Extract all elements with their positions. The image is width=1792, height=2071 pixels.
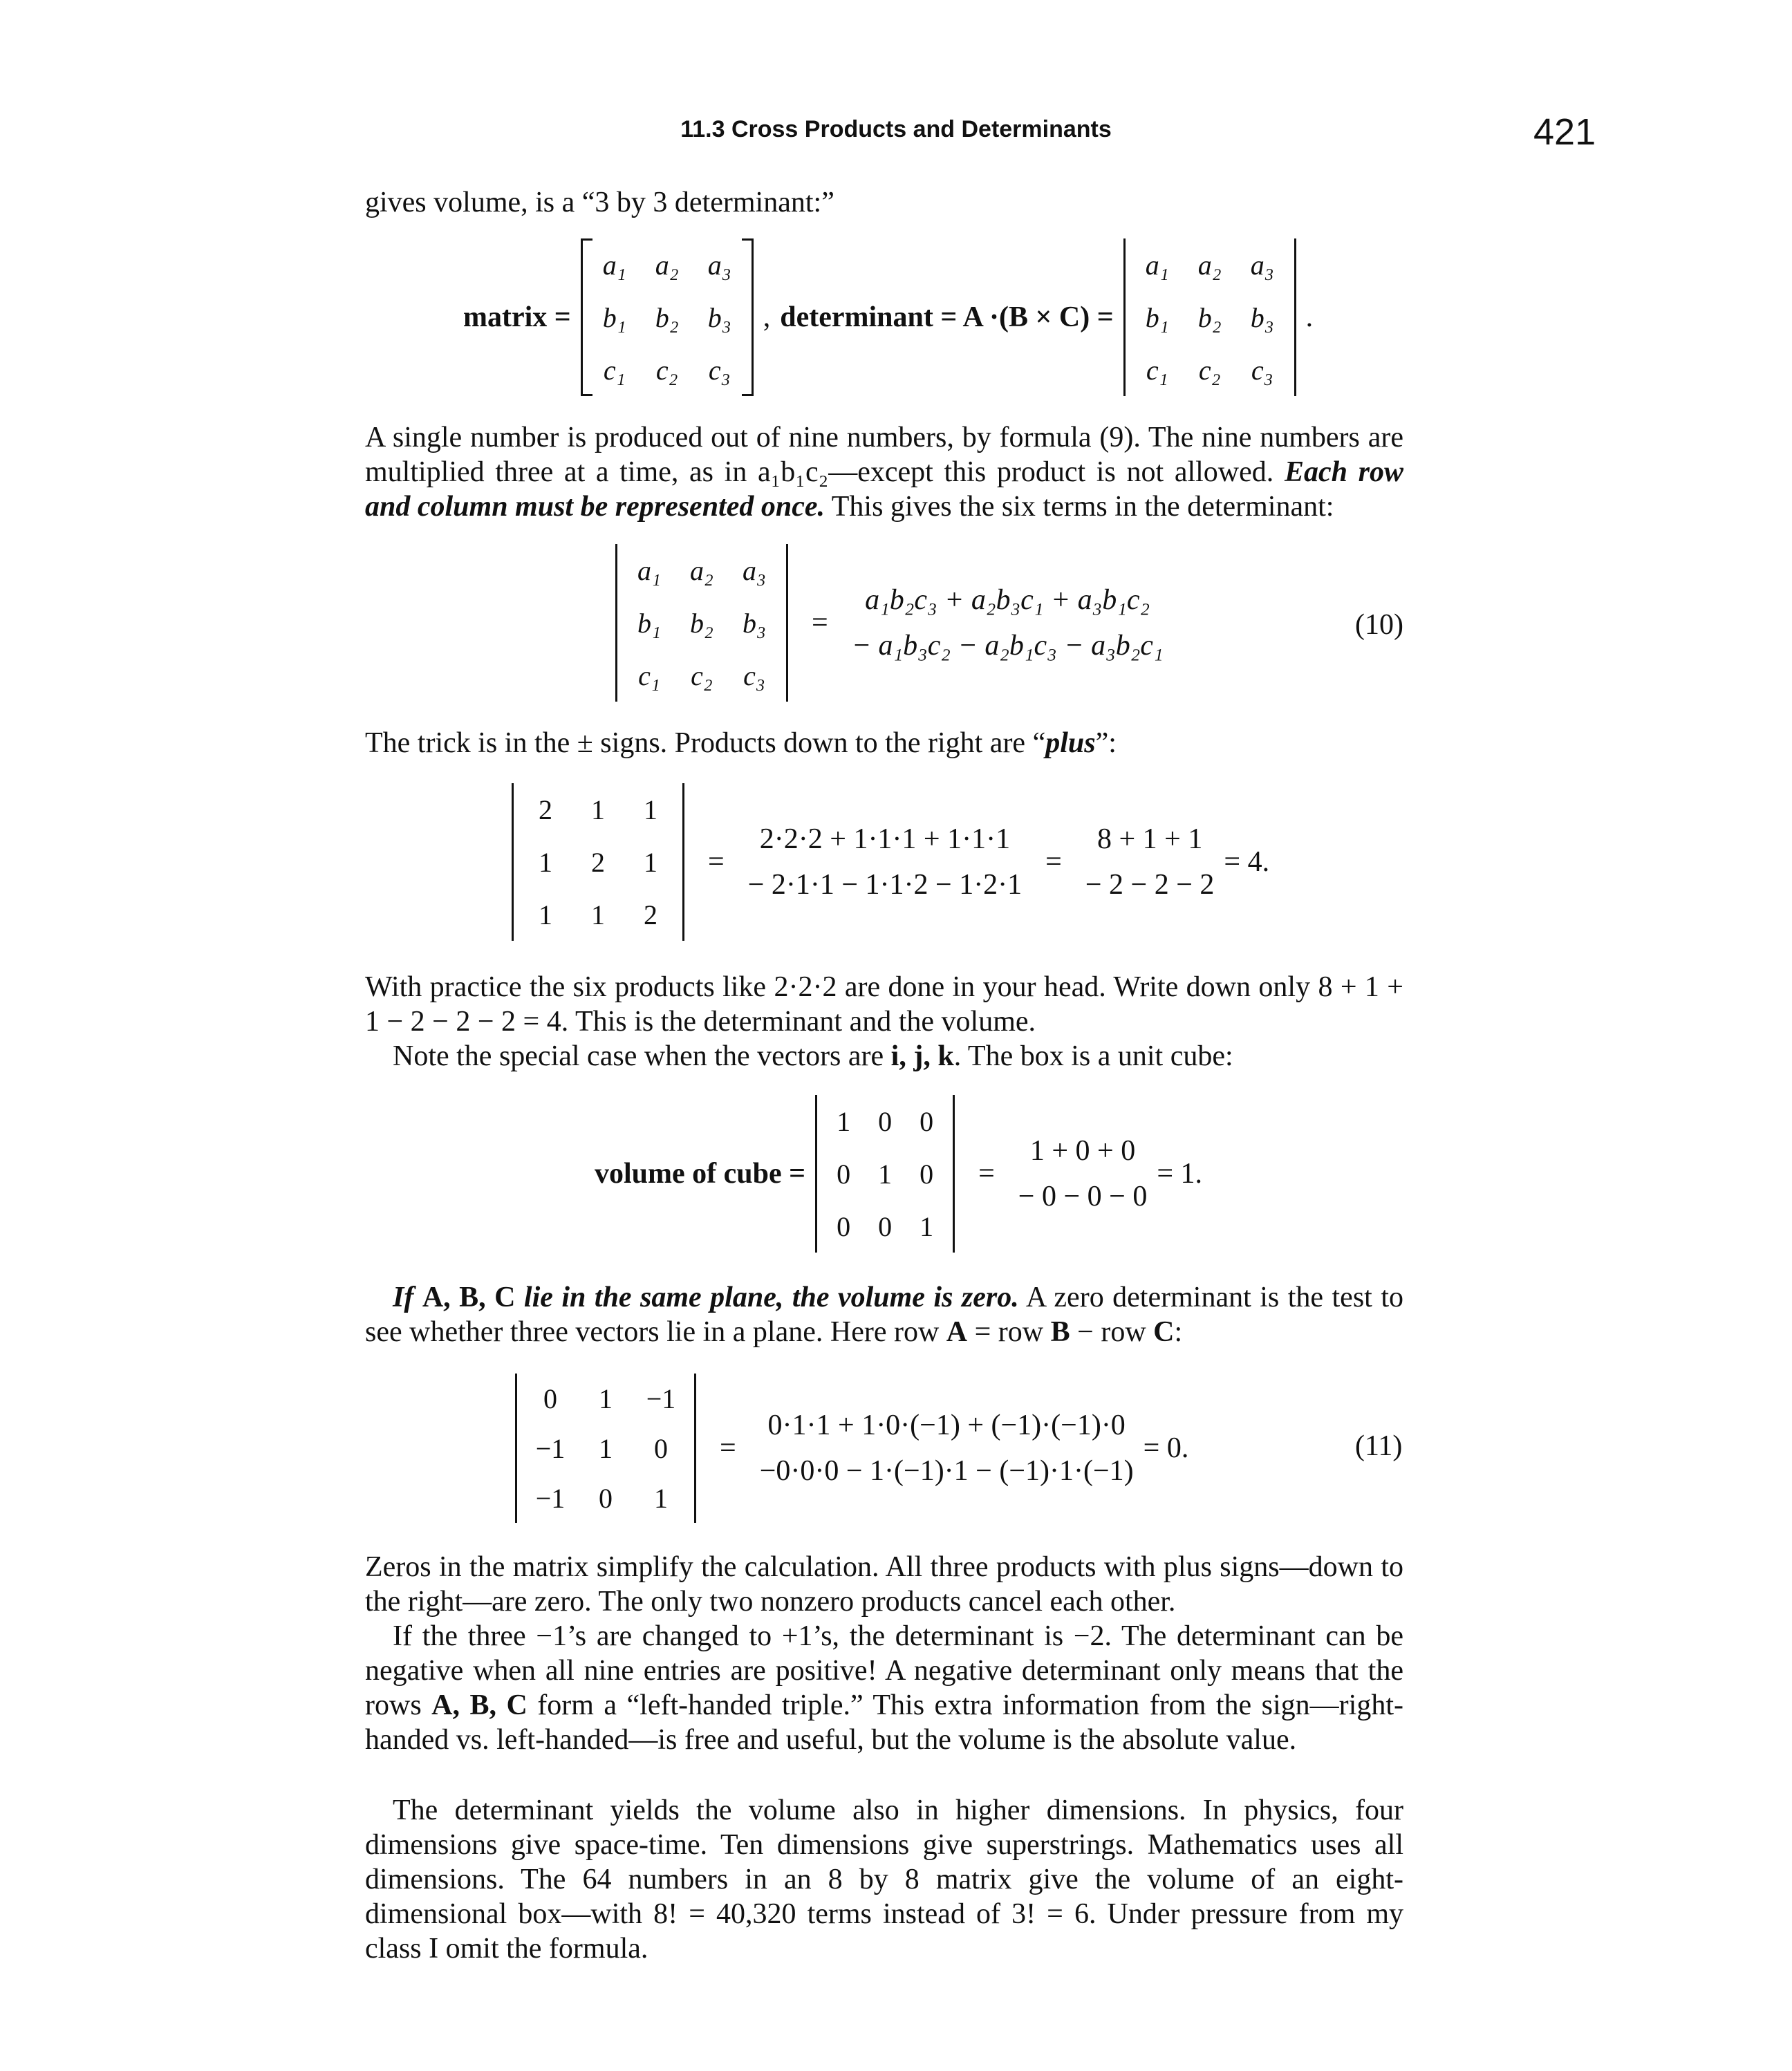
text: A, B, C (422, 1282, 516, 1313)
text: b₃ (743, 607, 766, 639)
text: a₂ (690, 554, 713, 586)
group (1085, 823, 1215, 901)
group (760, 1409, 1134, 1488)
text: plus (1045, 727, 1096, 759)
text: Note the special case when the vectors are (393, 1040, 891, 1072)
intro-text: gives volume, is a “3 by 3 determinant:” (365, 187, 834, 218)
entry: a₃ (707, 249, 731, 281)
text: 0 (654, 1432, 668, 1464)
text: 2 (539, 794, 552, 825)
text: = row (967, 1316, 1051, 1348)
matrix-abc (581, 238, 754, 396)
entry: b₃ (707, 301, 731, 333)
text: 0 (920, 1105, 934, 1137)
entry: a₂ (1197, 249, 1222, 281)
matrix-label: matrix = (463, 301, 571, 333)
emphasis: Each row and column must be represented once. (365, 456, 1403, 523)
entry: a₃ (1250, 249, 1274, 281)
example-determinant (512, 783, 1269, 941)
text: 0 (878, 1210, 893, 1242)
text: 1 (591, 899, 605, 930)
text: 1 (654, 1482, 668, 1514)
entry: b₂ (1197, 301, 1222, 333)
text: = (1045, 846, 1062, 878)
running-header: 11.3 Cross Products and Determinants (680, 116, 1112, 142)
text: form a “left-handed triple.” This extra information from the sign—right-handed vs. left-handed—is free and useful, but the volume is the absolute value. (365, 1689, 1403, 1756)
text: −1 (535, 1482, 566, 1514)
entry: b₁ (1145, 301, 1169, 333)
text: − 2 − 2 − 2 (1085, 869, 1215, 901)
entry: b₃ (1250, 301, 1274, 333)
text: A single number is produced out of nine numbers, by formula (9). The nine numbers are multiplied three at a time, as in a₁b₁c₂—except this product is not allowed. (365, 422, 1403, 488)
text: c₁ (638, 659, 660, 691)
text: 1 (591, 794, 605, 825)
text: b₁ (637, 607, 661, 639)
text: : (1174, 1316, 1183, 1348)
entry: c₂ (1198, 354, 1221, 386)
text: 1 (920, 1210, 934, 1242)
text: 1 (644, 846, 657, 878)
text: 1 + 0 + 0 (1029, 1135, 1136, 1167)
text: A, B, C (431, 1689, 528, 1721)
equation-10 (615, 544, 1164, 702)
text: The trick is in the ± signs. Products down to the right are “ (365, 727, 1046, 759)
matrix-determinant-display (463, 238, 1313, 396)
text: 0·1·1 + 1·0·(−1) + (−1)·(−1)·0 (767, 1409, 1126, 1441)
text: 2 (644, 899, 657, 930)
paragraph-same-plane (365, 1280, 1403, 1349)
page-number: 421 (1533, 111, 1596, 153)
paragraph-zeros: Zeros in the matrix simplify the calculation. All three products with plus signs—down to the right—are zero. The only two nonzero products cancel each other. (365, 1551, 1403, 1618)
entry: c₁ (603, 354, 626, 386)
text: = (812, 607, 828, 639)
equation-11 (515, 1374, 1188, 1523)
text: 1 (539, 899, 552, 930)
text: ”: (1095, 727, 1117, 759)
text: 1 (599, 1432, 613, 1464)
equation-number-11: (11) (1355, 1430, 1403, 1462)
text: 1 (878, 1158, 893, 1190)
text: 0 (599, 1482, 613, 1514)
text: −0·0·0 − 1·(−1)·1 − (−1)·1·(−1) (759, 1455, 1134, 1487)
text: B (1050, 1316, 1070, 1348)
identity-matrix (815, 1095, 955, 1253)
text: 1 (599, 1383, 613, 1414)
text: = (720, 1432, 736, 1464)
entry: a₂ (655, 249, 679, 281)
text: − row (1070, 1316, 1154, 1348)
text: 1 (539, 846, 552, 878)
text: = (978, 1158, 995, 1190)
coplanar-matrix (515, 1374, 696, 1523)
text: c₃ (743, 659, 765, 691)
text: 0 (837, 1210, 851, 1242)
entry: b₁ (602, 301, 626, 333)
cube-volume-equation (595, 1095, 1202, 1253)
text: lie in the same plane, the volume is zero. (515, 1282, 1019, 1313)
text: . The box is a unit cube: (953, 1040, 1233, 1072)
text: 0 (837, 1158, 851, 1190)
example-matrix (512, 783, 684, 941)
text: 8 + 1 + 1 (1096, 823, 1203, 855)
text: = (708, 846, 725, 878)
entry: a₁ (1145, 249, 1169, 281)
text: C (1153, 1316, 1175, 1348)
text: = 1. (1157, 1158, 1203, 1190)
text: a₁ (637, 554, 661, 586)
minus-terms: − a₁b₃c₂ − a₂b₁c₃ − a₃b₂c₁ (851, 630, 1164, 662)
group (748, 823, 1022, 901)
group (1018, 1134, 1148, 1213)
paragraph-higher-dimensions: The determinant yields the volume also in higher dimensions. In physics, four dimensions give space-time. Ten dimensions give superstrings. Mathematics uses all dimensions. The 64 numbers in an 8 by 8 matrix give the volume of an eight-dimensional box—with 8! = 40,320 terms instead of 3! = 6. Under pressure from my class I omit the formula. (365, 1794, 1403, 1965)
text: −1 (646, 1383, 676, 1414)
paragraph-practice: With practice the six products like 2·2·2 are done in your head. Write down only 8 + 1 + 1 − 2 − 2 − 2 = 4. This is the determinant and the volume. (365, 971, 1403, 1038)
text: i, j, k (890, 1040, 954, 1072)
entry: a₁ (602, 249, 626, 281)
text: If the three −1’s are changed to +1’s, the determinant is −2. The determinant can be negative when all nine entries are positive! A negative determinant only means that the rows (365, 1620, 1403, 1721)
determinant-abc (615, 544, 788, 702)
entry: b₂ (655, 301, 679, 333)
determinant-label: determinant = A ·(B × C) = (780, 301, 1114, 333)
entry: c₃ (708, 354, 731, 386)
entry: c₁ (1146, 354, 1168, 386)
text: 0 (920, 1158, 934, 1190)
plus-terms: a₁b₂c₃ + a₂b₃c₁ + a₃b₁c₂ (865, 584, 1150, 616)
text: volume of cube = (595, 1158, 806, 1190)
text: a₃ (743, 554, 766, 586)
paragraph-nine-numbers (365, 420, 1403, 524)
text: If (393, 1282, 422, 1313)
entry: c₃ (1251, 354, 1273, 386)
comma: , (763, 301, 771, 333)
text: b₂ (690, 607, 713, 639)
text: A (946, 1316, 968, 1348)
text: − 2·1·1 − 1·1·2 − 1·2·1 (747, 869, 1023, 901)
text: A zero determinant is the test to see whether three vectors lie in a plane. Here row (365, 1282, 1403, 1348)
entry: c₂ (655, 354, 678, 386)
text: 2·2·2 + 1·1·1 + 1·1·1 (759, 823, 1011, 855)
equation-number-10: (10) (1355, 609, 1403, 641)
text: 1 (837, 1105, 851, 1137)
text: 2 (591, 846, 605, 878)
text: 0 (543, 1383, 557, 1414)
text: 0 (878, 1105, 893, 1137)
period: . (1305, 301, 1314, 333)
text: = 0. (1143, 1432, 1189, 1464)
text: = 4. (1224, 846, 1270, 878)
trick-text (365, 726, 1403, 760)
text: 1 (644, 794, 657, 825)
text: −1 (535, 1432, 566, 1464)
paragraph-negative (365, 1619, 1403, 1757)
text: − 0 − 0 − 0 (1018, 1181, 1148, 1212)
six-terms (852, 583, 1164, 662)
text: This gives the six terms in the determinant: (825, 491, 1334, 523)
determinant-abc (1123, 238, 1296, 396)
text: c₂ (691, 659, 713, 691)
paragraph-unit-cube (365, 1039, 1403, 1074)
